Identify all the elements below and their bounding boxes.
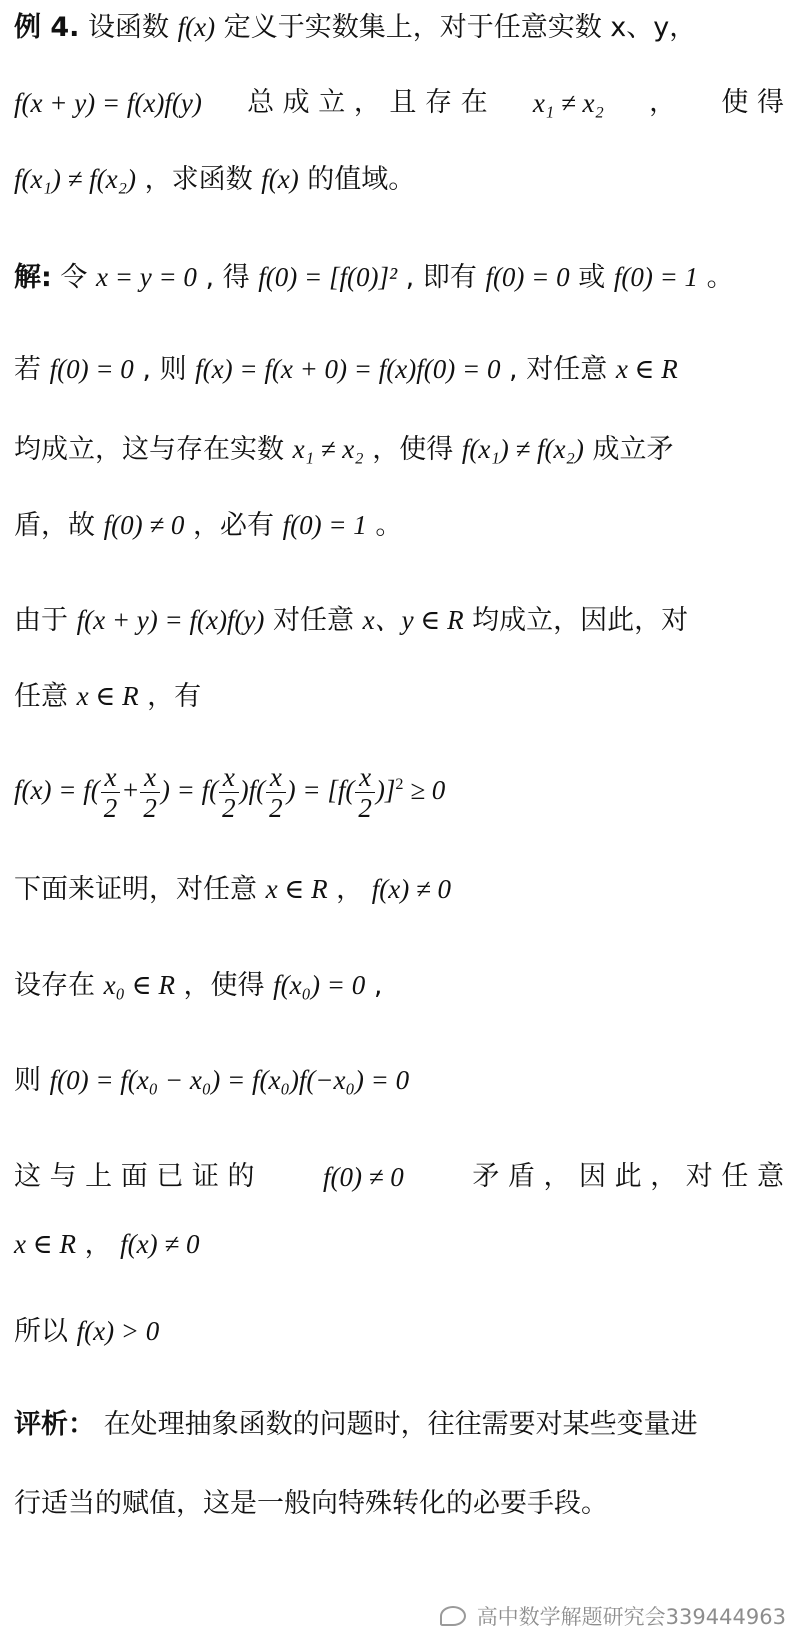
solution-renyi: 任意 [14, 681, 68, 712]
solution-comma-4: ， [84, 1229, 112, 1260]
math-fx: f(x) [177, 12, 216, 42]
formula-rendered: f(x) = f( $\frac{x}{2}$ + $\frac{x}{2}$ ) = f( $\frac{x}{2}$ )f( $\frac{x}{2}$ ) = [f( $\frac{x}{2}$ )]$^2$ ≥ 0 [14, 762, 446, 823]
problem-shide: 使 得 [721, 87, 784, 118]
math-x-in-R-d: x ∈ R [14, 1229, 76, 1259]
fraction-x-over-2: $\frac{x}{2}$ [101, 762, 121, 823]
math-fx0-eq-0: f(x₀) = 0 [273, 970, 366, 1000]
solution-ze-2: 则 [14, 1065, 41, 1096]
problem-line-1 [14, 8, 696, 47]
solution-line-8 [14, 966, 382, 1005]
math-x0-in-R: x₀ ∈ R [103, 970, 175, 1000]
solution-label: 解: [14, 262, 52, 293]
solution-line-2 [14, 350, 678, 389]
comment-line-2 [14, 1485, 608, 1523]
math-f0-neq-0: f(0) ≠ 0 [103, 510, 185, 540]
problem-line-2 [14, 84, 784, 122]
math-final: f(x) > 0 [76, 1316, 160, 1346]
solution-contra-2: 矛 盾 ， 因 此 ， 对 任 意 [472, 1161, 784, 1192]
problem-intro: 设函数 [88, 12, 170, 43]
solution-shide-3: ，使得 [183, 970, 265, 1001]
comment-label: 评析： [14, 1409, 95, 1440]
solution-youyu: 由于 [14, 605, 68, 636]
watermark-text: 高中数学解题研究会339444963 [476, 1605, 786, 1629]
math-f0-neq-0-b: f(0) ≠ 0 [323, 1162, 404, 1192]
math-x-in-R-b: x ∈ R [76, 681, 139, 711]
solution-xiamian: 下面来证明，对任意 [14, 874, 257, 905]
solution-line-7 [14, 870, 451, 909]
solution-duirenyi-2: 对任意 [273, 605, 355, 636]
solution-line-3 [14, 430, 673, 469]
problem-line-3 [14, 160, 415, 199]
math-f0-eq-1: f(0) = 1 [613, 262, 699, 292]
solution-shide-2: ，使得 [372, 434, 454, 465]
math-f0-squared: f(0) = [f(0)]² [258, 262, 398, 292]
math-fx-neq-0: f(x) ≠ 0 [371, 874, 452, 904]
solution-shecunzai: 设存在 [14, 970, 95, 1001]
solution-maodun-1: 成立矛 [592, 434, 674, 465]
solution-line-11 [14, 1225, 199, 1264]
solution-line-6 [14, 677, 201, 716]
solution-line-12 [14, 1312, 159, 1351]
math-fx1-neq-fx2: f(x₁) ≠ f(x₂) [14, 164, 137, 194]
solution-comma-3: , [373, 970, 383, 1001]
solution-ruo: 若 [14, 354, 41, 385]
problem-label: 例 4. [14, 12, 80, 43]
math-f0-eq-1-b: f(0) = 1 [282, 510, 367, 540]
solution-jiyou: , 即有 [405, 262, 477, 293]
math-chain: f(x) = f(x + 0) = f(x)f(0) = 0 [195, 354, 501, 384]
comment-text-2: 行适当的赋值，这是一般向特殊转化的必要手段。 [14, 1488, 608, 1519]
solution-duirenyi: , 对任意 [509, 354, 608, 385]
math-x1-neq-x2: x₁ ≠ x₂ [532, 88, 604, 118]
math-fx-2: f(x) [261, 164, 299, 194]
solution-line-10 [14, 1158, 784, 1196]
watermark [440, 1601, 786, 1631]
solution-dun-2: 盾，故 [14, 510, 95, 541]
math-x-in-R-c: x ∈ R [265, 874, 328, 904]
math-x-in-R: x ∈ R [615, 354, 678, 384]
fraction-x-over-2: $\frac{x}{2}$ [219, 762, 239, 823]
math-x1-neq-x2-b: x₁ ≠ x₂ [292, 434, 364, 464]
solution-junchengli: 均成立，因此，对 [472, 605, 689, 636]
solution-you: ，有 [147, 681, 202, 712]
problem-text-3: ，求函数 [144, 164, 253, 195]
math-fx-neq-0-b: f(x) ≠ 0 [120, 1229, 200, 1259]
comment-line-1 [14, 1406, 698, 1444]
solution-line-1 [14, 258, 734, 297]
solution-huo: 或 [578, 262, 606, 293]
math-f0-eq-0-b: f(0) = 0 [49, 354, 134, 384]
solution-suoyi: 所以 [14, 1316, 68, 1347]
problem-text-4: 的值域。 [307, 164, 416, 195]
solution-jun: 均成立，这与存在实数 [14, 434, 284, 465]
problem-comma: ， [649, 87, 677, 118]
problem-text-1: 定义于实数集上，对于任意实数 x、y， [223, 12, 697, 43]
math-f0-eq-0: f(0) = 0 [485, 262, 570, 292]
solution-line-5 [14, 601, 688, 640]
wechat-icon [440, 1606, 466, 1626]
solution-line-9 [14, 1061, 409, 1100]
fraction-x-over-2: $\frac{x}{2}$ [355, 762, 375, 823]
math-chain-2: f(0) = f(x₀ − x₀) = f(x₀)f(−x₀) = 0 [49, 1065, 410, 1095]
math-fx1-neq-fx2-b: f(x₁) ≠ f(x₂) [461, 434, 584, 464]
math-xy-in-R: x、y ∈ R [362, 605, 464, 635]
math-functional-equation-b: f(x + y) = f(x)f(y) [76, 605, 265, 635]
solution-ling: 令 [60, 262, 88, 293]
solution-end-2: 。 [375, 510, 403, 541]
solution-contra-1: 这 与 上 面 已 证 的 [14, 1161, 255, 1192]
math-let-xy-zero: x = y = 0 [96, 262, 197, 292]
solution-ze: , 则 [142, 354, 187, 385]
solution-de: , 得 [205, 262, 250, 293]
math-display-formula [14, 762, 445, 823]
solution-comma-2: ， [336, 874, 364, 905]
solution-biyou: ，必有 [193, 510, 274, 541]
fraction-x-over-2: $\frac{x}{2}$ [140, 762, 160, 823]
math-functional-equation: f(x + y) = f(x)f(y) [14, 88, 202, 118]
solution-end-1: 。 [706, 262, 734, 293]
problem-text-2: 总 成 立 ， 且 存 在 [247, 87, 488, 118]
comment-text-1: 在处理抽象函数的问题时，往往需要对某些变量进 [103, 1409, 698, 1440]
fraction-x-over-2: $\frac{x}{2}$ [266, 762, 286, 823]
solution-line-4 [14, 506, 402, 545]
